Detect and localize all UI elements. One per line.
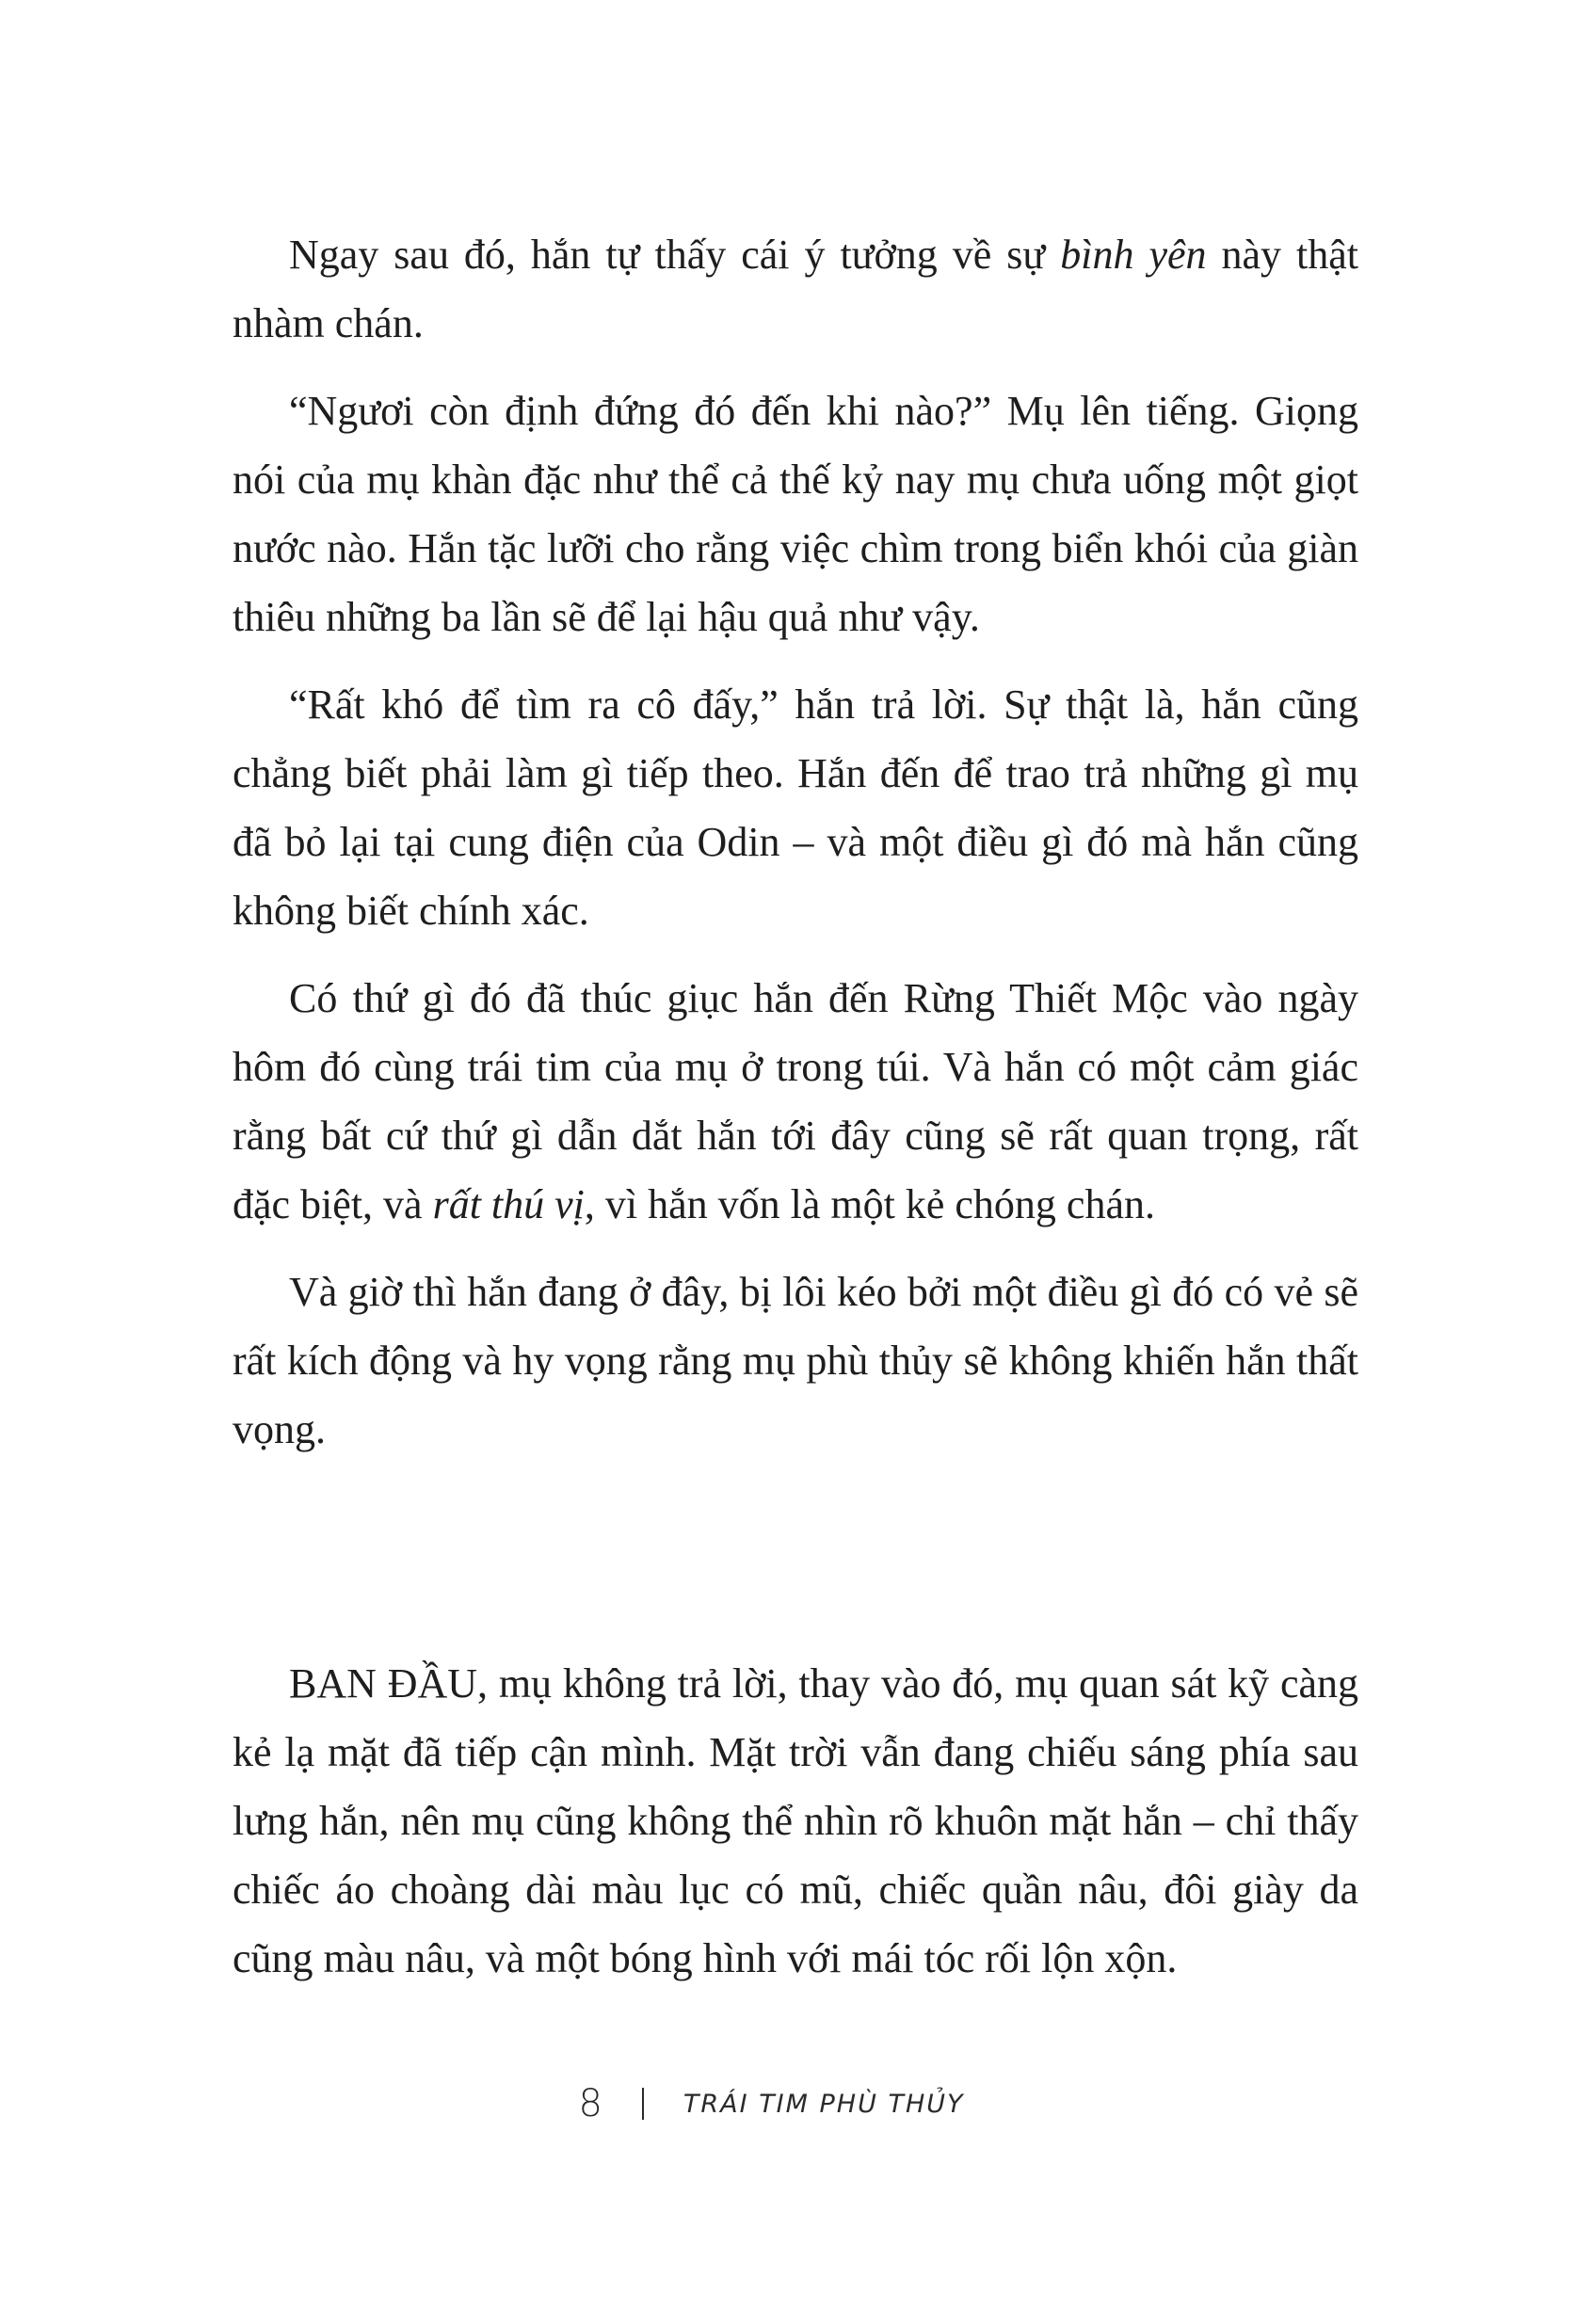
paragraph-text: BAN ĐẦU, mụ không trả lời, thay vào đó, mụ quan sát kỹ càng kẻ lạ mặt đã tiếp cận mình. Mặt trời vẫn đang chiếu sáng phía sau lưng hắn, nên mụ cũng không thể nhìn rõ khuôn mặt hắn – chỉ thấy chiếc áo choàng dài màu lục có mũ, chiếc quần nâu, đôi giày da cũng màu nâu, và một bóng hình với mái tóc rối lộn xộn.: [233, 1660, 1358, 1981]
paragraph-text: Và giờ thì hắn đang ở đây, bị lôi kéo bởi một điều gì đó có vẻ sẽ rất kích động và hy vọng rằng mụ phù thủy sẽ không khiến hắn thất vọng.: [233, 1269, 1358, 1452]
paragraph-italic-text: bình yên: [1060, 232, 1207, 278]
paragraph: [233, 670, 1358, 945]
paragraph-text: này thật nhàm chán.: [233, 232, 1358, 346]
paragraph-text: Có thứ gì đó đã thúc giục hắn đến Rừng Thiết Mộc vào ngày hôm đó cùng trái tim của mụ ở trong túi. Và hắn có một cảm giác rằng bất cứ thứ gì dẫn dắt hắn tới đây cũng sẽ rất quan trọng, rất đặc biệt, và: [233, 975, 1358, 1227]
body-text-section-2: [233, 1649, 1358, 1993]
paragraph: [233, 220, 1358, 358]
body-text-section-1: [233, 220, 1358, 1464]
paragraph: [233, 1649, 1358, 1993]
running-title: TRÁI TIM PHÙ THỦY: [683, 2089, 965, 2119]
page-footer: [0, 2082, 1590, 2125]
paragraph: [233, 377, 1358, 651]
paragraph: [233, 1258, 1358, 1464]
paragraph-text: “Rất khó để tìm ra cô đấy,” hắn trả lời. Sự thật là, hắn cũng chẳng biết phải làm gì tiếp theo. Hắn đến để trao trả những gì mụ đã bỏ lại tại cung điện của Odin – và một điều gì đó mà hắn cũng không biết chính xác.: [233, 681, 1358, 934]
paragraph-text: Ngay sau đó, hắn tự thấy cái ý tưởng về sự: [289, 232, 1061, 278]
paragraph-text: “Ngươi còn định đứng đó đến khi nào?” Mụ lên tiếng. Giọng nói của mụ khàn đặc như thể cả thế kỷ nay mụ chưa uống một giọt nước nào. Hắn tặc lưỡi cho rằng việc chìm trong biển khói của giàn thiêu những ba lần sẽ để lại hậu quả như vậy.: [233, 388, 1358, 640]
paragraph: [233, 964, 1358, 1239]
paragraph-italic-text: rất thú vị: [432, 1181, 585, 1227]
footer-divider: [642, 2088, 644, 2120]
page-number: 8: [578, 2082, 602, 2125]
paragraph-text: , vì hắn vốn là một kẻ chóng chán.: [584, 1181, 1155, 1227]
